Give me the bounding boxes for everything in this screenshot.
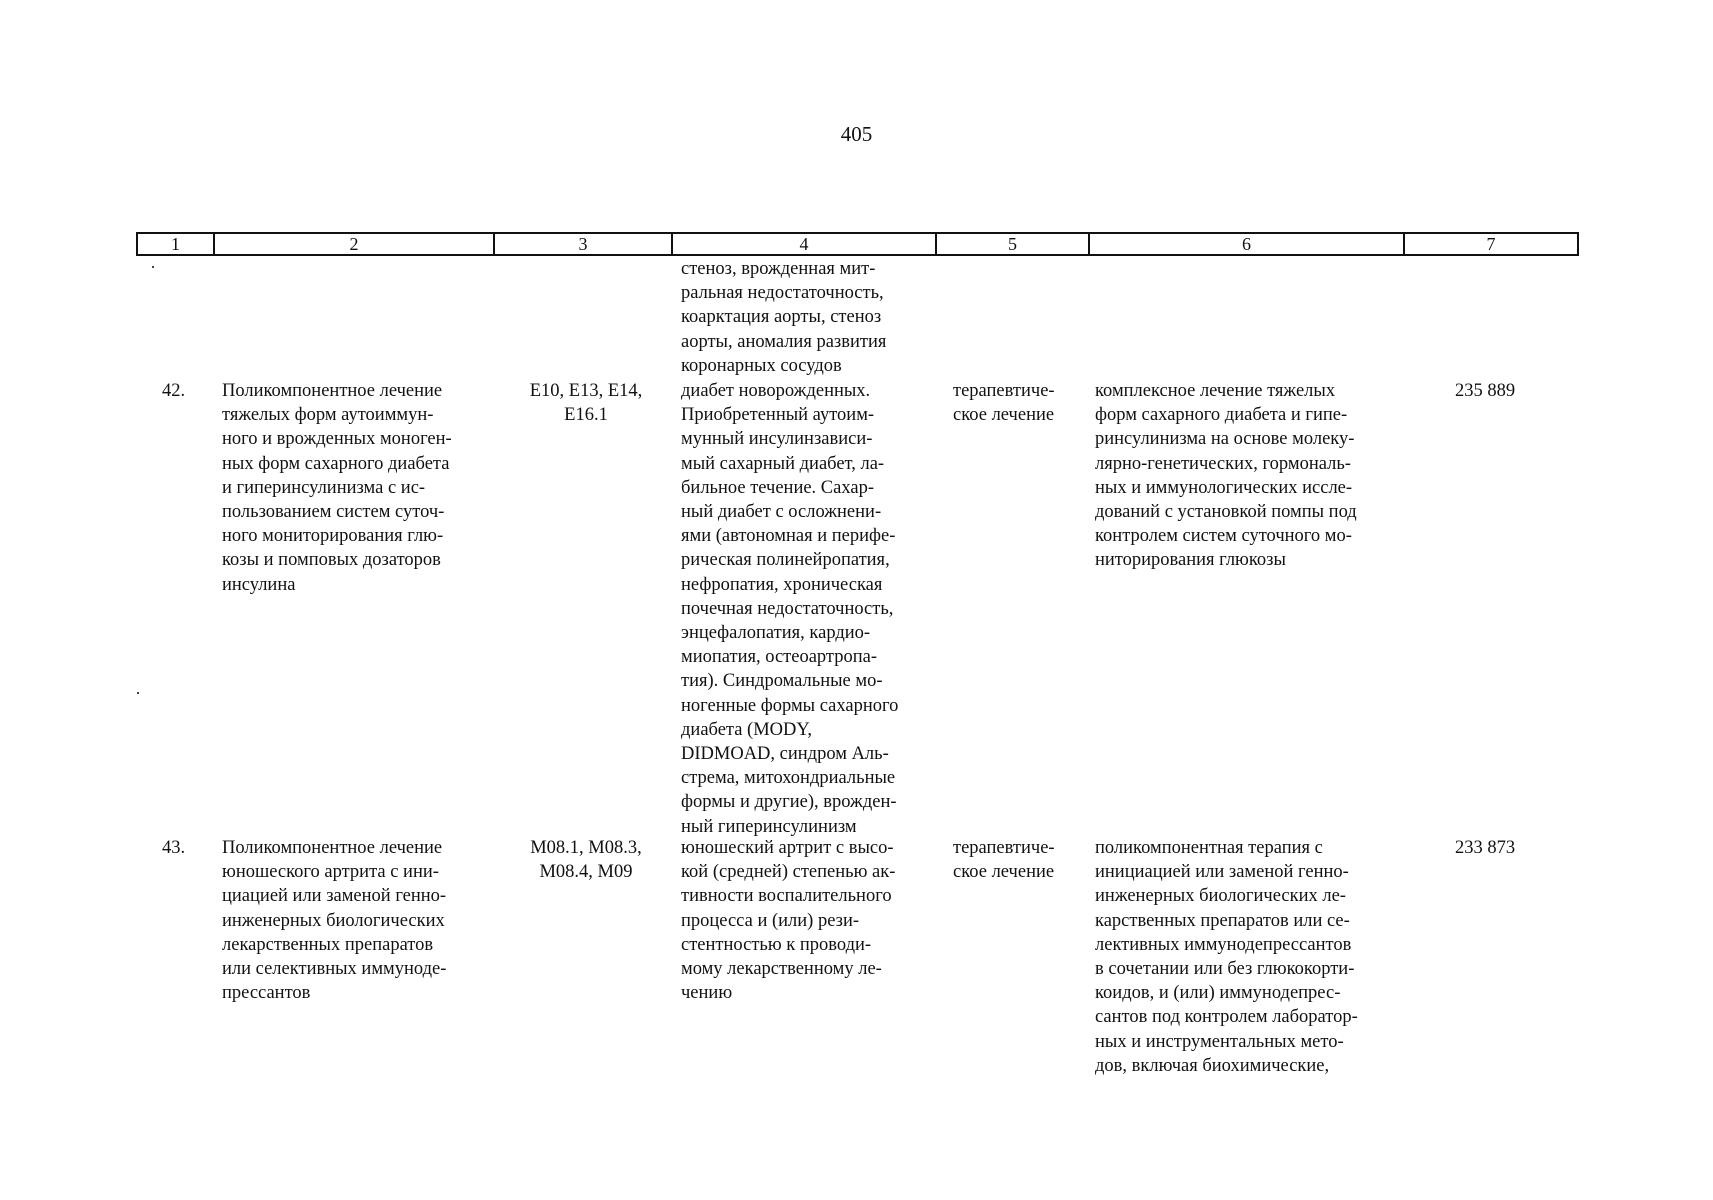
header-col-6: 6 [1090, 234, 1405, 254]
row-model: диабет новорожденных. Приобретенный аутоим- мунный инсулинзависи- мый сахарный диабет, ла- бильное течение. Сахар- ный диабет с осложнени- ями (автономная и перифе- рическая полинейропатия, нефропатия, хроническая почечная недостаточность, энцефалопатия, кардио- миопатия, остеоартропа- тия). Синдромальные мо- ногенные формы сахарного диабета (MODY, DIDMOAD, синдром Аль- стрема, митохондриальные формы и другие), врожден- ный гиперинсулинизм [681, 381, 899, 837]
header-col-4: 4 [673, 234, 937, 254]
row-type: терапевтиче- ское лечение [953, 381, 1055, 426]
header-col-7: 7 [1486, 234, 1496, 254]
page-number: 405 [840, 122, 873, 146]
scan-speck [137, 692, 139, 694]
header-col-1: 1 [138, 234, 215, 254]
continuation-model-text: стеноз, врожденная мит- ральная недостаточность, коарктация аорты, стеноз аорты, аномалия развития коронарных сосудов [681, 259, 887, 376]
header-col-5: 5 [937, 234, 1090, 254]
row-cost: 235 889 [1454, 381, 1516, 401]
row-name: Поликомпонентное лечение юношеского артрита с ини- циацией или заменой генно- инженерных биологических лекарственных препаратов или селективных иммуноде- прессантов [222, 838, 447, 1004]
row-codes: Е10, Е13, Е14, Е16.1 [529, 381, 643, 426]
scan-speck [152, 266, 154, 268]
row-number: 43. [162, 838, 186, 858]
header-col-3: 3 [495, 234, 673, 254]
row-name: Поликомпонентное лечение тяжелых форм аутоиммун- ного и врожденных моноген- ных форм сахарного диабета и гиперинсулинизма с ис- пользованием систем суточ- ного мониторирования глю- козы и помповых дозаторов инсулина [222, 381, 452, 595]
row-cost: 233 873 [1454, 838, 1516, 858]
header-col-2: 2 [215, 234, 495, 254]
row-method: поликомпонентная терапия с инициацией или заменой генно- инженерных биологических ле- карственных препаратов или се- лективных иммунодепрессантов в сочетании или без глюкокорти- коидов, и (или) иммунодепрес- сантов под контролем лаборатор- ных и инструментальных мето- дов, включая биохимические, [1095, 838, 1358, 1076]
row-type: терапевтиче- ское лечение [953, 838, 1055, 883]
table-header-row [136, 232, 1579, 256]
row-method: комплексное лечение тяжелых форм сахарного диабета и гипе- ринсулинизма на основе молеку- лярно-генетических, гормональ- ных и иммунологических иссле- дований с установкой помпы под контролем систем суточного мо- ниторирования глюкозы [1095, 381, 1357, 571]
row-number: 42. [162, 381, 186, 401]
row-codes: М08.1, М08.3, М08.4, М09 [530, 838, 642, 883]
row-model: юношеский артрит с высо- кой (средней) степенью ак- тивности воспалительного процесса и (или) рези- стентностью к проводи- мому лекарственному ле- чению [681, 838, 896, 1004]
